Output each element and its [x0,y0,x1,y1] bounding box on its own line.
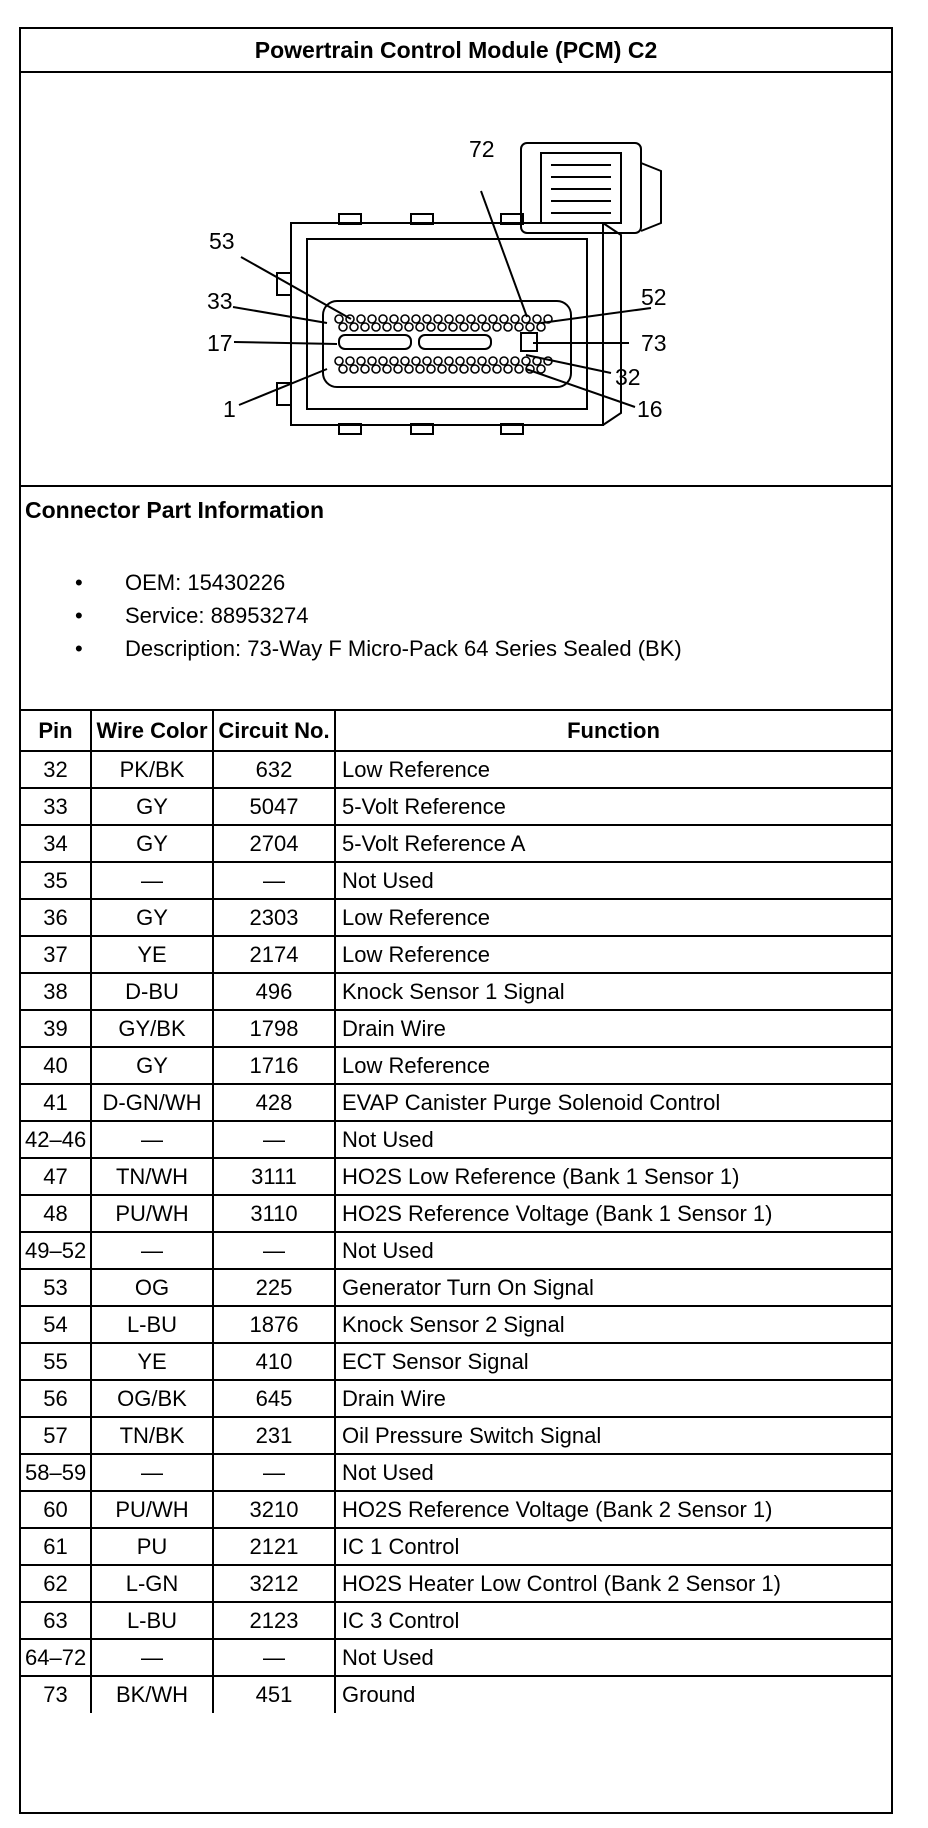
pin-hole [427,365,435,373]
pin-hole [471,323,479,331]
table-row [21,788,891,825]
wire-color-cell: PU/WH [91,1195,213,1232]
pin-hole [383,323,391,331]
callout-52: 52 [641,284,667,310]
pin-cell: 53 [21,1269,91,1306]
wire-color-cell: PU [91,1528,213,1565]
pin-hole [412,315,420,323]
pin-hole [412,357,420,365]
pin-hole [434,315,442,323]
function-cell: 5-Volt Reference [335,788,891,825]
circuit-cell: — [213,862,335,899]
pin-cell: 54 [21,1306,91,1343]
wire-color-cell: — [91,862,213,899]
wire-color-cell: OG/BK [91,1380,213,1417]
function-cell: ECT Sensor Signal [335,1343,891,1380]
pin-hole [478,357,486,365]
pin-hole [390,357,398,365]
pin-hole [361,323,369,331]
table-row [21,1195,891,1232]
function-cell: Not Used [335,1232,891,1269]
callout-17: 17 [207,330,233,356]
callout-1: 1 [223,396,236,422]
wire-color-cell: L-BU [91,1306,213,1343]
pin-hole [511,315,519,323]
table-row [21,1121,891,1158]
pin-cell: 64–72 [21,1639,91,1676]
pin-hole [390,315,398,323]
pin-cell: 41 [21,1084,91,1121]
header-circuit-no: Circuit No. [213,711,335,751]
wire-color-cell: GY [91,788,213,825]
wire-color-cell: PU/WH [91,1491,213,1528]
function-cell: Low Reference [335,936,891,973]
pinout-table-body [21,751,891,1713]
table-row [21,1676,891,1713]
pin-hole [478,315,486,323]
function-cell: HO2S Heater Low Control (Bank 2 Sensor 1) [335,1565,891,1602]
pin-hole [339,365,347,373]
pin-hole [467,357,475,365]
pin-hole [401,315,409,323]
pin-hole [445,315,453,323]
pinout-table [21,711,891,1713]
function-cell: Generator Turn On Signal [335,1269,891,1306]
callout-33: 33 [207,288,233,314]
pin-hole [522,357,530,365]
table-row [21,1232,891,1269]
circuit-cell: 496 [213,973,335,1010]
wire-color-cell: L-BU [91,1602,213,1639]
pin-hole [427,323,435,331]
part-info-oem: • OEM: 15430226 [25,566,891,599]
pin-hole [489,315,497,323]
pin-hole [372,323,380,331]
pin-cell: 63 [21,1602,91,1639]
pin-hole [350,323,358,331]
table-row [21,1417,891,1454]
table-row [21,1010,891,1047]
wire-color-cell: — [91,1232,213,1269]
connector-housing [291,223,603,425]
connector-diagram [21,73,891,487]
pin-hole [401,357,409,365]
wire-color-cell: — [91,1454,213,1491]
circuit-cell: 1798 [213,1010,335,1047]
function-cell: Oil Pressure Switch Signal [335,1417,891,1454]
circuit-cell: 451 [213,1676,335,1713]
callout-72: 72 [469,136,495,162]
circuit-cell: 2123 [213,1602,335,1639]
pin-hole [339,323,347,331]
header-pin: Pin [21,711,91,751]
pin-hole [482,323,490,331]
connector-part-info [21,487,891,711]
pin-cell: 48 [21,1195,91,1232]
pin-hole [346,357,354,365]
wire-color-cell: YE [91,1343,213,1380]
pin-hole [335,315,343,323]
pin-hole [526,323,534,331]
table-row [21,936,891,973]
pin-hole [438,323,446,331]
function-cell: Drain Wire [335,1010,891,1047]
wire-color-cell: — [91,1121,213,1158]
pin-cell: 49–52 [21,1232,91,1269]
pin-hole [394,323,402,331]
pin-hole [357,315,365,323]
pin-hole [383,365,391,373]
wire-color-cell: GY [91,1047,213,1084]
pin-hole [361,365,369,373]
wire-color-cell: OG [91,1269,213,1306]
part-info-service: • Service: 88953274 [25,599,891,632]
circuit-cell: — [213,1639,335,1676]
pin-cell: 35 [21,862,91,899]
pin-cell: 55 [21,1343,91,1380]
function-cell: Knock Sensor 1 Signal [335,973,891,1010]
pin-hole [379,357,387,365]
function-cell: IC 3 Control [335,1602,891,1639]
function-cell: IC 1 Control [335,1528,891,1565]
header-wire-color: Wire Color [91,711,213,751]
wire-color-cell: D-GN/WH [91,1084,213,1121]
circuit-cell: 410 [213,1343,335,1380]
table-row [21,1565,891,1602]
pin-hole [350,365,358,373]
table-row [21,1269,891,1306]
pin-hole [482,365,490,373]
table-row [21,1047,891,1084]
pin-hole [368,357,376,365]
pin-hole [515,323,523,331]
pin-hole [460,365,468,373]
function-cell: Low Reference [335,899,891,936]
pin-cell: 60 [21,1491,91,1528]
pin-hole [515,365,523,373]
pin-hole [335,357,343,365]
pin-hole [434,357,442,365]
pin-hole [467,315,475,323]
wire-color-cell: TN/BK [91,1417,213,1454]
wire-color-cell: GY/BK [91,1010,213,1047]
function-cell: Knock Sensor 2 Signal [335,1306,891,1343]
table-row [21,825,891,862]
pin-cell: 42–46 [21,1121,91,1158]
function-cell: Drain Wire [335,1380,891,1417]
pin-hole [394,365,402,373]
wire-color-cell: L-GN [91,1565,213,1602]
pin-hole [416,365,424,373]
pin-hole [416,323,424,331]
pin-cell: 39 [21,1010,91,1047]
function-cell: HO2S Low Reference (Bank 1 Sensor 1) [335,1158,891,1195]
circuit-cell: — [213,1121,335,1158]
pin-hole [405,323,413,331]
table-row [21,751,891,788]
pin-hole [500,315,508,323]
circuit-cell: — [213,1232,335,1269]
function-cell: Low Reference [335,751,891,788]
pin-hole [357,357,365,365]
table-row [21,899,891,936]
wire-color-cell: GY [91,899,213,936]
circuit-cell: 2121 [213,1528,335,1565]
circuit-cell: 2303 [213,899,335,936]
wire-color-cell: BK/WH [91,1676,213,1713]
pin-hole [372,365,380,373]
pin-hole [504,323,512,331]
table-row [21,1602,891,1639]
table-row [21,1084,891,1121]
pin-cell: 56 [21,1380,91,1417]
circuit-cell: 632 [213,751,335,788]
pin-hole [489,357,497,365]
circuit-cell: 3110 [213,1195,335,1232]
pin-hole [438,365,446,373]
pin-cell: 38 [21,973,91,1010]
wire-color-cell: D-BU [91,973,213,1010]
pin-hole [504,365,512,373]
pin-hole [379,315,387,323]
pin-cell: 57 [21,1417,91,1454]
table-row [21,1380,891,1417]
function-cell: HO2S Reference Voltage (Bank 2 Sensor 1) [335,1491,891,1528]
pin-hole [511,357,519,365]
circuit-cell: 231 [213,1417,335,1454]
part-info-list [25,566,891,665]
callout-16: 16 [637,396,663,422]
pin-hole [423,315,431,323]
function-cell: Not Used [335,862,891,899]
pin-hole [449,323,457,331]
circuit-cell: 1876 [213,1306,335,1343]
table-row [21,1528,891,1565]
pin-hole [533,315,541,323]
header-function: Function [335,711,891,751]
circuit-cell: 645 [213,1380,335,1417]
function-cell: Ground [335,1676,891,1713]
connector-sheet [19,27,893,1814]
pin-hole [423,357,431,365]
circuit-cell: — [213,1454,335,1491]
pin-hole [456,315,464,323]
table-row [21,1306,891,1343]
function-cell: EVAP Canister Purge Solenoid Control [335,1084,891,1121]
pin-cell: 37 [21,936,91,973]
pin-hole [368,315,376,323]
wire-color-cell: PK/BK [91,751,213,788]
table-row [21,973,891,1010]
table-row [21,1491,891,1528]
function-cell: Not Used [335,1454,891,1491]
pin-hole [537,323,545,331]
table-header-row [21,711,891,751]
pin-hole [493,323,501,331]
pin-hole [445,357,453,365]
callout-73: 73 [641,330,667,356]
circuit-cell: 3210 [213,1491,335,1528]
part-info-description: • Description: 73-Way F Micro-Pack 64 Series Sealed (BK) [25,632,891,665]
wire-color-cell: GY [91,825,213,862]
callout-53: 53 [209,228,235,254]
table-row [21,1158,891,1195]
part-info-heading: Connector Part Information [25,497,325,523]
function-cell: Not Used [335,1121,891,1158]
table-row [21,1639,891,1676]
pin-cell: 47 [21,1158,91,1195]
circuit-cell: 2174 [213,936,335,973]
pin-cell: 36 [21,899,91,936]
pin-cell: 32 [21,751,91,788]
wire-color-cell: — [91,1639,213,1676]
pin-hole [449,365,457,373]
pin-cell: 40 [21,1047,91,1084]
circuit-cell: 1716 [213,1047,335,1084]
pin-hole [460,323,468,331]
callout-32: 32 [615,364,641,390]
function-cell: HO2S Reference Voltage (Bank 1 Sensor 1) [335,1195,891,1232]
pin-cell: 58–59 [21,1454,91,1491]
wire-color-cell: TN/WH [91,1158,213,1195]
page-title: Powertrain Control Module (PCM) C2 [21,29,891,73]
pin-hole [537,365,545,373]
pin-hole [471,365,479,373]
circuit-cell: 3111 [213,1158,335,1195]
circuit-cell: 225 [213,1269,335,1306]
pin-cell: 34 [21,825,91,862]
circuit-cell: 428 [213,1084,335,1121]
function-cell: Not Used [335,1639,891,1676]
table-row [21,1454,891,1491]
pin-hole [500,357,508,365]
pin-cell: 73 [21,1676,91,1713]
circuit-cell: 5047 [213,788,335,825]
pin-hole [493,365,501,373]
connector-face-drawing [21,73,891,485]
circuit-cell: 2704 [213,825,335,862]
table-row [21,1343,891,1380]
function-cell: 5-Volt Reference A [335,825,891,862]
pin-cell: 33 [21,788,91,825]
pin-cell: 61 [21,1528,91,1565]
wire-color-cell: YE [91,936,213,973]
pin-hole [405,365,413,373]
pin-hole [456,357,464,365]
function-cell: Low Reference [335,1047,891,1084]
circuit-cell: 3212 [213,1565,335,1602]
pin-cell: 62 [21,1565,91,1602]
table-row [21,862,891,899]
